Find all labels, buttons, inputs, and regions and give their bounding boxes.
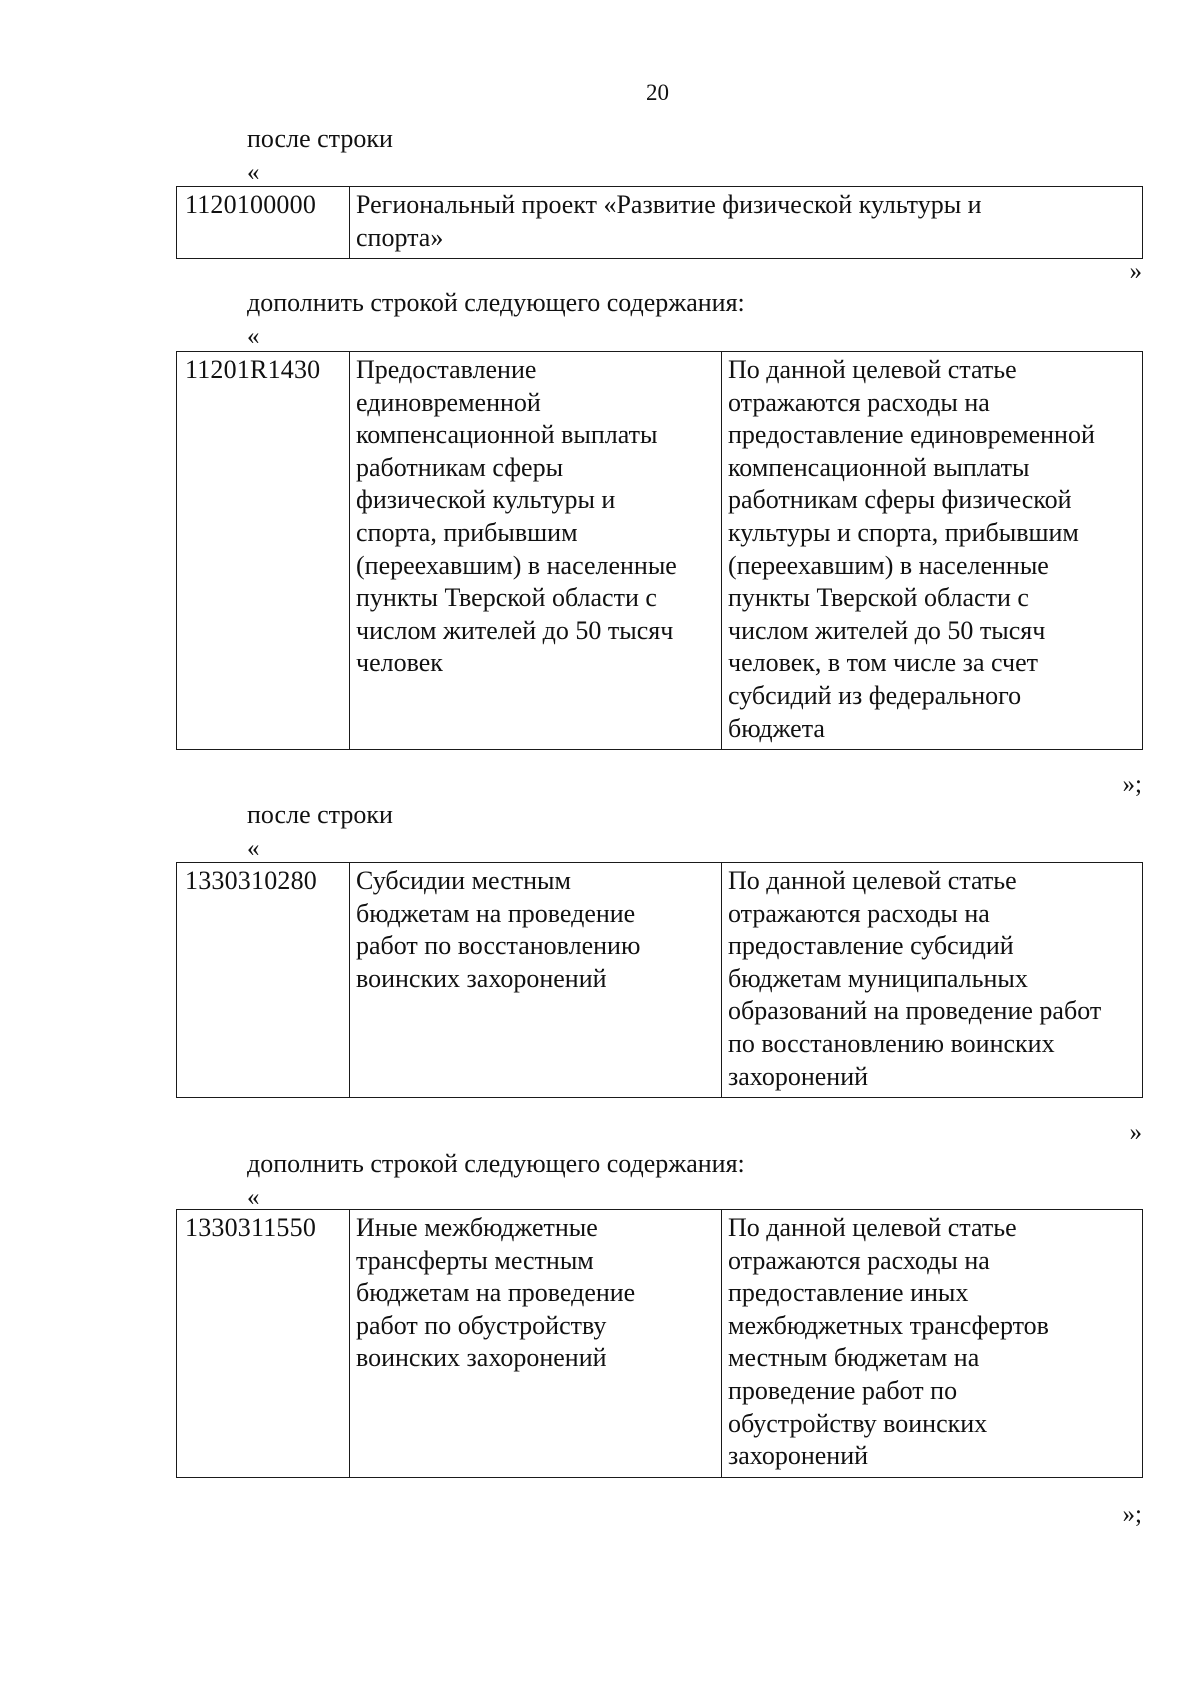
close-quote: »; <box>1122 771 1142 798</box>
page-number: 20 <box>646 80 669 105</box>
insert-name-cell <box>350 1210 722 1478</box>
target-name-cell <box>350 863 722 1098</box>
section-intro: дополнить строкой следующего содержания: <box>247 288 745 317</box>
close-quote: »; <box>1122 1501 1142 1528</box>
section-intro: дополнить строкой следующего содержания: <box>247 1149 745 1178</box>
section-intro: после строки <box>247 800 393 829</box>
target-name: Субсидии местным бюджетам на проведение работ по восстановлению воинских захоронений <box>356 866 641 993</box>
target-description: По данной целевой статье отражаются расходы на предоставление субсидий бюджетам муниципальных образований на проведение работ по восстановлению воинских захоронений <box>728 866 1102 1091</box>
table-row <box>177 863 1143 1098</box>
insert-table-2 <box>176 1209 1143 1478</box>
insert-description: По данной целевой статье отражаются расходы на предоставление иных межбюджетных трансфертов местным бюджетам на проведение работ по обустройству воинских захоронений <box>728 1213 1049 1471</box>
insert-description: По данной целевой статье отражаются расходы на предоставление единовременной компенсационной выплаты работникам сферы физической культуры и спорта, прибывшим (переехавшим) в населенные пункты Тверской области с числом жителей до 50 тысяч человек, в том числе за счет субсидий из федерального бюджета <box>728 355 1095 743</box>
target-table-1 <box>176 186 1143 259</box>
insert-code: 1330311550 <box>185 1213 317 1242</box>
open-quote: « <box>247 835 260 862</box>
target-code: 1120100000 <box>185 190 317 219</box>
target-code-cell <box>177 863 350 1098</box>
table-row <box>177 1210 1143 1478</box>
close-quote: » <box>1129 258 1142 285</box>
insert-code-cell <box>177 352 350 750</box>
insert-table-1 <box>176 351 1143 750</box>
insert-code-cell <box>177 1210 350 1478</box>
insert-name-cell <box>350 352 722 750</box>
table-row <box>177 352 1143 750</box>
insert-name: Предоставление единовременной компенсационной выплаты работникам сферы физической культуры и спорта, прибывшим (переехавшим) в населенные пункты Тверской области с числом жителей до 50 тысяч человек <box>356 355 677 678</box>
target-code: 1330310280 <box>185 866 317 895</box>
target-table-2 <box>176 862 1143 1098</box>
open-quote: « <box>247 323 260 350</box>
target-code-cell <box>177 187 350 259</box>
insert-code: 11201R1430 <box>185 355 321 384</box>
insert-description-cell <box>722 1210 1143 1478</box>
target-name: Региональный проект «Развитие физической культуры и спорта» <box>356 190 982 252</box>
close-quote: » <box>1129 1119 1142 1146</box>
target-name-cell <box>350 187 1143 259</box>
section-intro: после строки <box>247 124 393 153</box>
open-quote: « <box>247 159 260 186</box>
target-description-cell <box>722 863 1143 1098</box>
insert-description-cell <box>722 352 1143 750</box>
open-quote: « <box>247 1184 260 1211</box>
table-row <box>177 187 1143 259</box>
insert-name: Иные межбюджетные трансферты местным бюджетам на проведение работ по обустройству воинских захоронений <box>356 1213 636 1373</box>
